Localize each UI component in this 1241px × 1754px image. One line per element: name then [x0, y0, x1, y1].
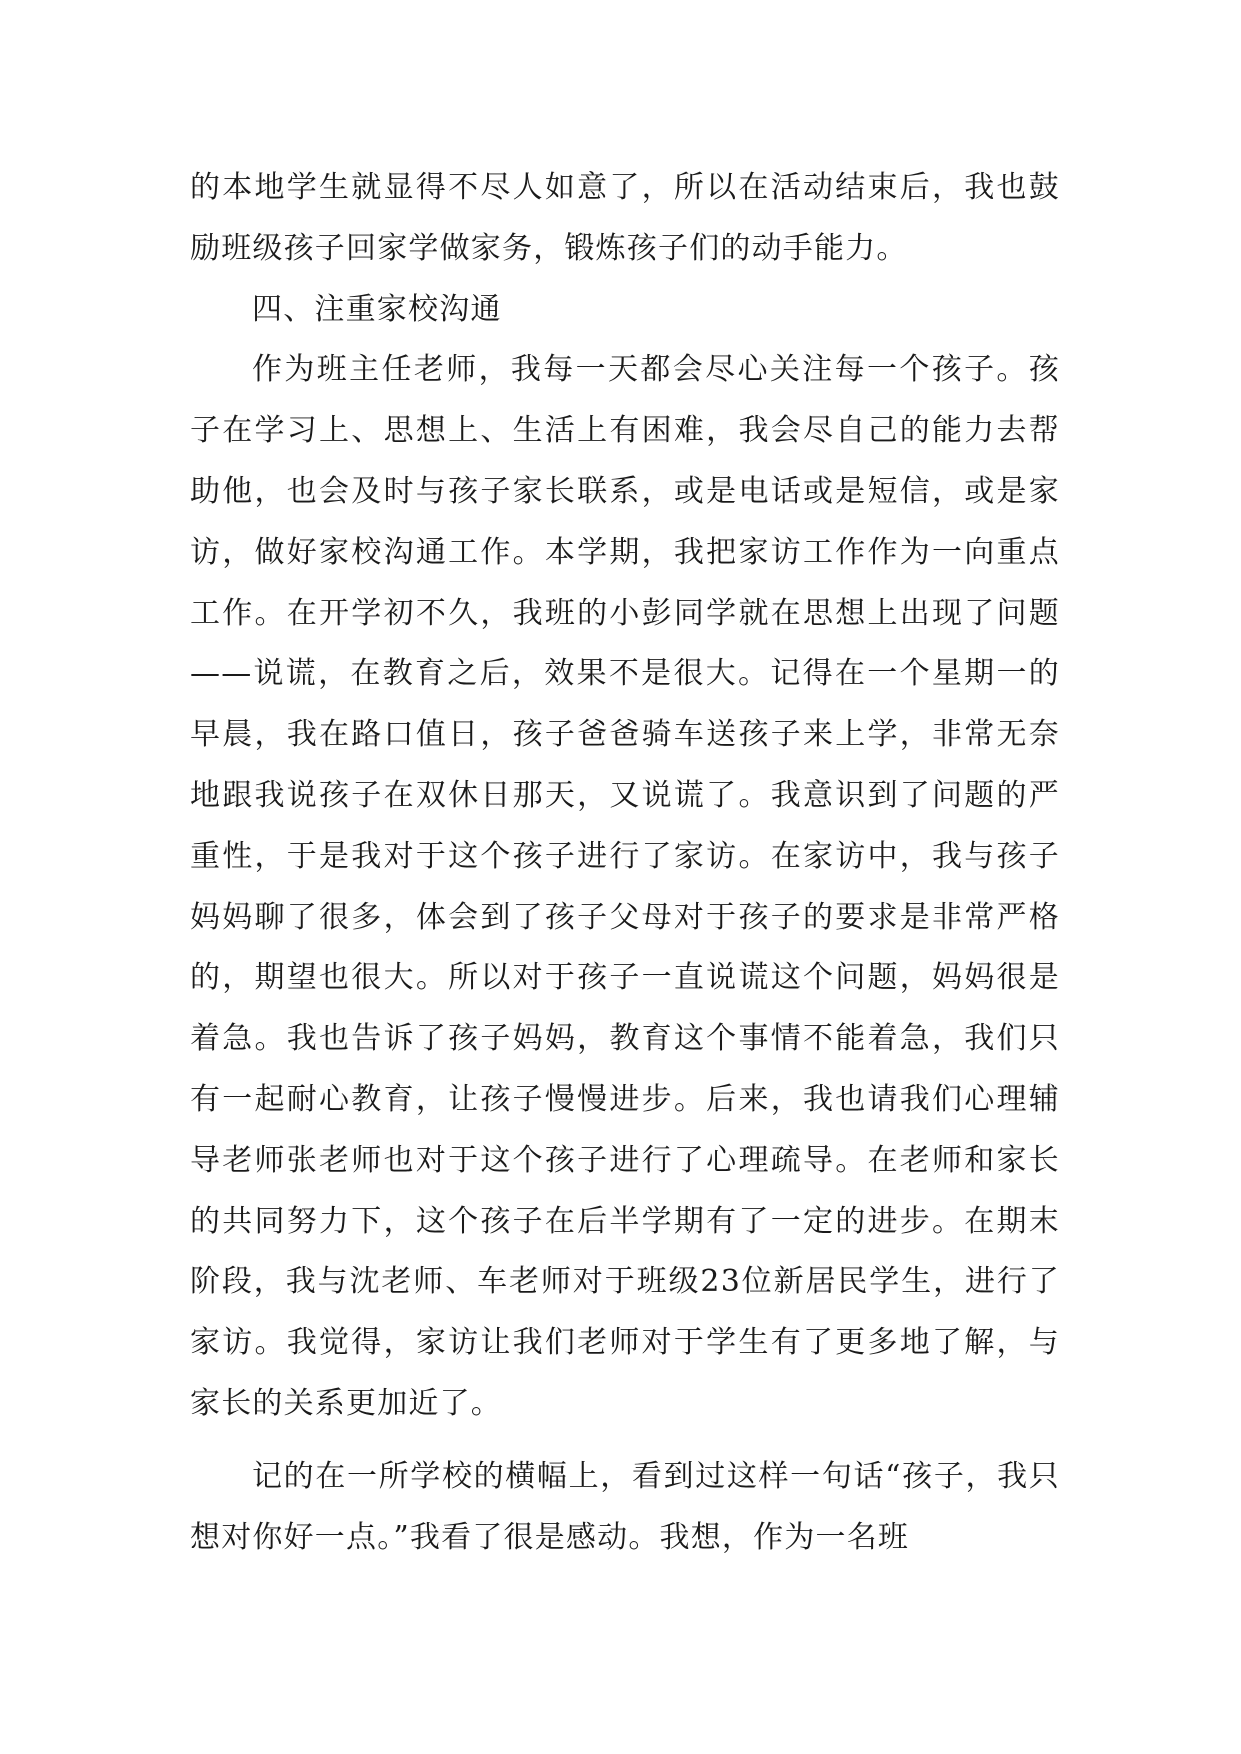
section-heading-home-school-communication: 四、注重家校沟通 — [252, 291, 502, 327]
paragraph-home-visits: 作为班主任老师，我每一天都会尽心关注每一个孩子。孩子在学习上、思想上、生活上有困难，我会尽自己的能力去帮助他，也会及时与孩子家长联系，或是电话或是短信，或是家访，做好家校沟通工作。本学期，我把家访工作作为一向重点工作。在开学初不久，我班的小彭同学就在思想上出现了问题——说谎，在教育之后，效果不是很大。记得在一个星期一的早晨，我在路口值日，孩子爸爸骑车送孩子来上学，非常无奈地跟我说孩子在双休日那天，又说谎了。我意识到了问题的严重性，于是我对于这个孩子进行了家访。在家访中，我与孩子妈妈聊了很多，体会到了孩子父母对于孩子的要求是非常严格的，期望也很大。所以对于孩子一直说谎这个问题，妈妈很是着急。我也告诉了孩子妈妈，教育这个事情不能着急，我们只有一起耐心教育，让孩子慢慢进步。后来，我也请我们心理辅导老师张老师也对于这个孩子进行了心理疏导。在老师和家长的共同努力下，这个孩子在后半学期有了一定的进步。在期末阶段，我与沈老师、车老师对于班级23位新居民学生，进行了家访。我觉得，家访让我们老师对于学生有了更多地了解，与家长的关系更加近了。 — [190, 352, 1060, 1421]
paragraph-closing: 记的在一所学校的横幅上，看到过这样一句话“孩子，我只想对你好一点。”我看了很是感动。我想，作为一名班 — [190, 1458, 1060, 1555]
paragraph-continuation: 的本地学生就显得不尽人如意了，所以在活动结束后，我也鼓励班级孩子回家学做家务，锻炼孩子们的动手能力。 — [190, 170, 1060, 266]
document-body — [190, 158, 1060, 1568]
